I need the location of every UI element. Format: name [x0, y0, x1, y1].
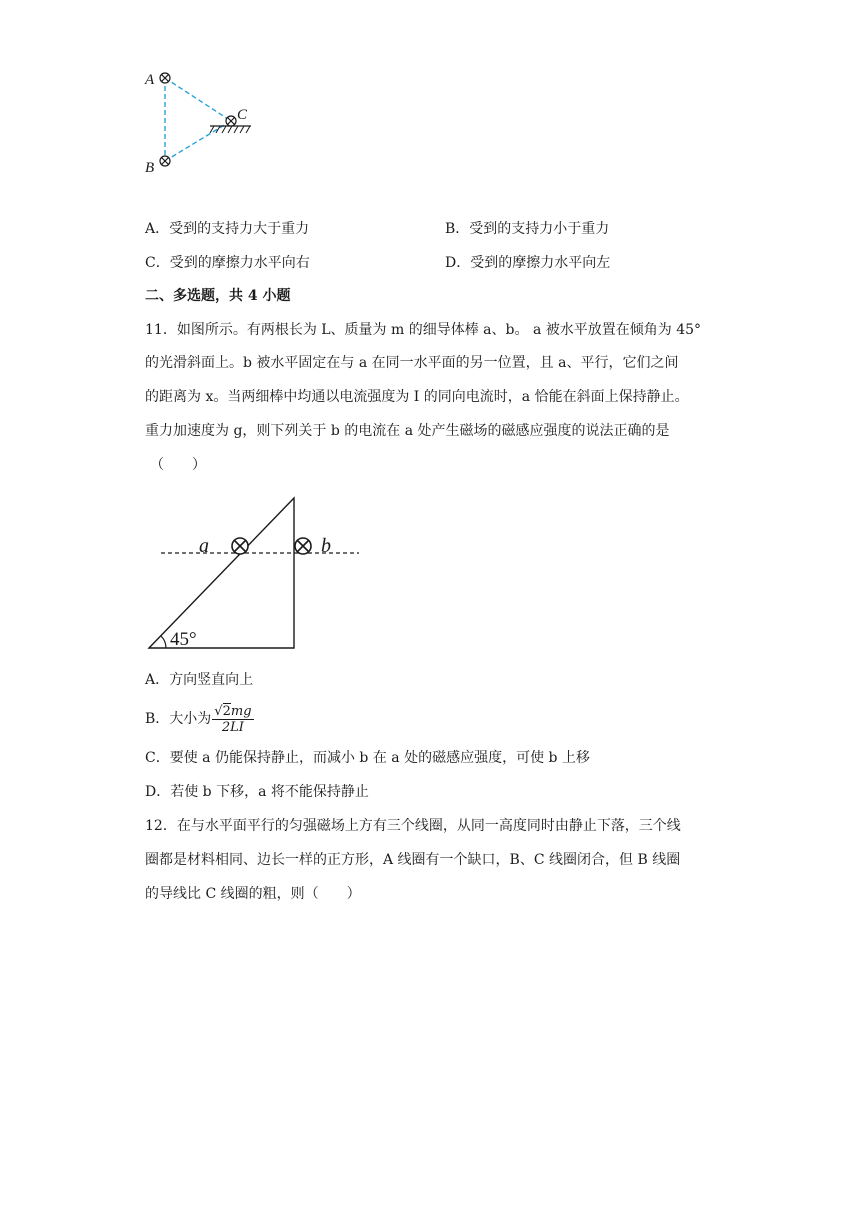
q12-line-1: 12．在与水平面平行的匀强磁场上方有三个线圈，从同一高度同时由静止下落，三个线	[145, 818, 681, 834]
angle-label: 45°	[170, 629, 197, 650]
label-c: C	[237, 107, 248, 123]
q11-option-b-numerator: mg	[230, 703, 252, 719]
q12-line-3: 的导线比 C 线圈的粗，则（ ）	[145, 886, 361, 902]
q11-option-d: D．若使 b 下移，a 将不能保持静止	[145, 784, 369, 800]
q11-option-c: C．要使 a 仍能保持静止，而减小 b 在 a 处的磁感应强度，可使 b 上移	[145, 750, 590, 766]
q11-line-2: 的光滑斜面上。b 被水平固定在与 a 在同一水平面的另一位置，且 a、平行，它们之间	[145, 355, 679, 371]
q12-line-2: 圈都是材料相同、边长一样的正方形，A 线圈有一个缺口，B、C 线圈闭合，但 B 线圈	[145, 852, 681, 868]
label-b: B	[145, 160, 155, 176]
q11-line-4: 重力加速度为 g，则下列关于 b 的电流在 a 处产生磁场的磁感应强度的说法正确的是	[145, 423, 670, 439]
wire-a-icon	[160, 73, 170, 83]
rod-a-icon	[232, 538, 248, 554]
q11-option-b-denominator: 2LI	[221, 719, 244, 735]
q11-option-b-prefix: B．大小为	[145, 711, 212, 727]
figure-abc	[140, 60, 260, 180]
q11-option-b-fraction: $\frac{√2mg}{2LI}$	[214, 703, 252, 735]
q11-option-a: A．方向竖直向上	[145, 672, 254, 688]
q11-line-3: 的距离为 x。当两细棒中均通以电流强度为 I 的同向电流时，a 恰能在斜面上保持静止。	[145, 389, 689, 405]
rod-b-icon	[295, 538, 311, 554]
q11-line-1: 11．如图所示。有两根长为 L、质量为 m 的细导体棒 a、b。 a 被水平放置在倾角为 45°	[145, 322, 702, 338]
q10-option-a: A．受到的支持力大于重力	[145, 221, 310, 237]
wire-c-icon	[226, 116, 236, 126]
rod-b-label: b	[321, 535, 331, 557]
q10-option-d: D．受到的摩擦力水平向左	[445, 255, 611, 271]
q11-option-b-radicand: 2	[222, 703, 231, 719]
q10-option-c: C．受到的摩擦力水平向右	[145, 255, 310, 271]
q10-option-b: B．受到的支持力小于重力	[445, 221, 610, 237]
figure-incline	[145, 490, 365, 655]
label-a: A	[145, 72, 155, 88]
wire-b-icon	[160, 156, 170, 166]
q11-option-b	[145, 700, 254, 738]
section-heading: 二、多选题，共 4 小题	[145, 288, 291, 304]
rod-a-label: a	[199, 535, 209, 557]
q11-line-5: （ ）	[150, 457, 206, 473]
